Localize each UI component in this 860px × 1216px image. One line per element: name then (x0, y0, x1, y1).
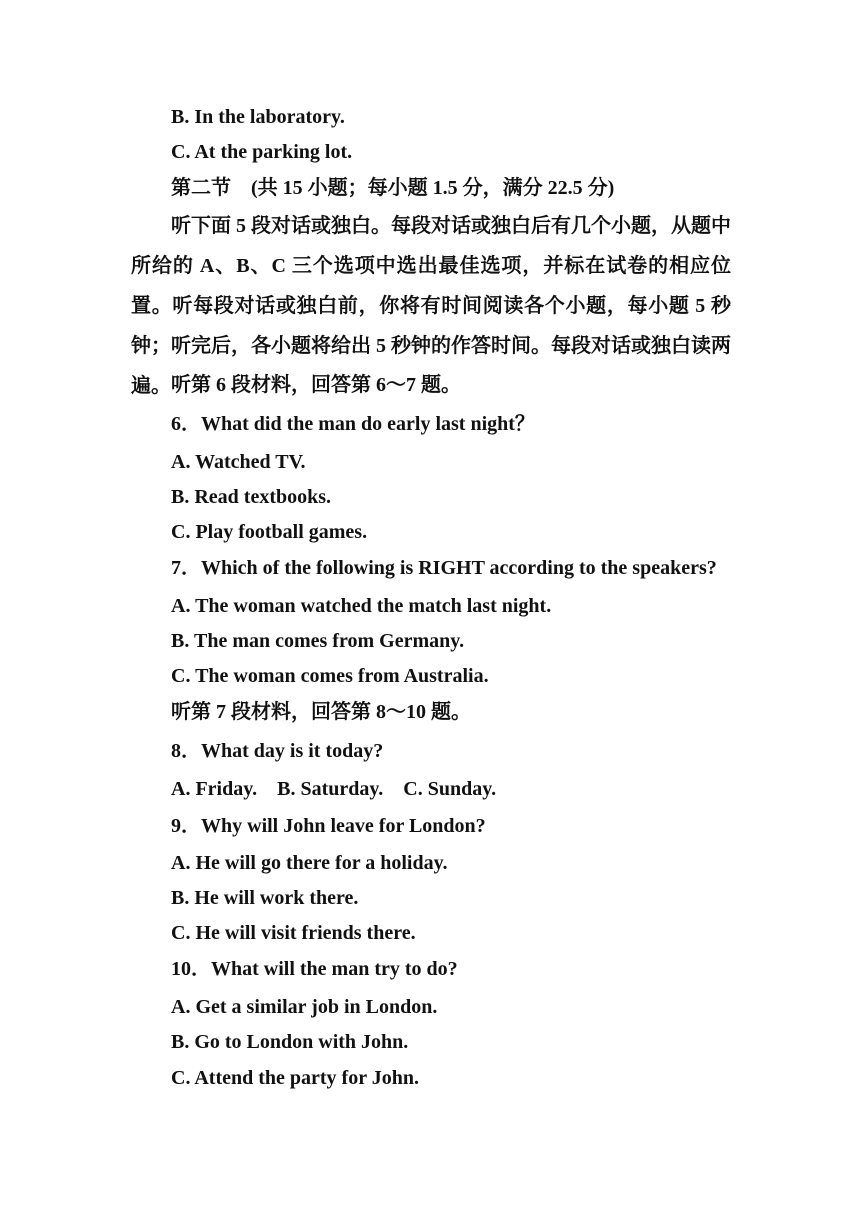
question-7-option-a: A. The woman watched the match last night. (171, 595, 552, 617)
question-10: 10．What will the man try to do? (171, 958, 458, 980)
question-9: 9．Why will John leave for London? (171, 815, 486, 837)
question-8-options (171, 776, 496, 802)
question-10-option-b: B. Go to London with John. (171, 1031, 409, 1053)
question-8-option-c: C. Sunday. (403, 778, 497, 800)
question-10-option-a: A. Get a similar job in London. (171, 996, 438, 1018)
prev-option-b: B. In the laboratory. (171, 106, 345, 128)
passage-6-header: 听第 6 段材料，回答第 6～7 题。 (171, 374, 461, 396)
passage-7-header: 听第 7 段材料，回答第 8～10 题。 (171, 701, 471, 723)
question-6-option-c: C. Play football games. (171, 521, 368, 543)
question-10-option-c: C. Attend the party for John. (171, 1067, 419, 1089)
question-9-option-b: B. He will work there. (171, 887, 359, 909)
question-7-option-b: B. The man comes from Germany. (171, 630, 465, 652)
section-detail: (共 15 小题；每小题 1.5 分，满分 22.5 分) (251, 177, 615, 199)
section-instructions: 听下面 5 段对话或独白。每段对话或独白后有几个小题，从题中所给的 A、B、C 三个选项中选出最佳选项，并标在试卷的相应位置。听每段对话或独白前，你将有时间阅读各个小题，每小题 5 秒钟；听完后，各小题将给出 5 秒钟的作答时间。每段对话或独白读两遍。 (131, 215, 731, 397)
question-8-option-b: B. Saturday. (277, 778, 384, 800)
question-7: 7．Which of the following is RIGHT according to the speakers? (171, 557, 717, 579)
question-9-option-a: A. He will go there for a holiday. (171, 852, 448, 874)
section-heading (171, 175, 614, 201)
question-9-option-c: C. He will visit friends there. (171, 922, 416, 944)
question-8-option-a: A. Friday. (171, 778, 258, 800)
question-6-option-a: A. Watched TV. (171, 451, 306, 473)
prev-option-c: C. At the parking lot. (171, 141, 353, 163)
question-7-option-c: C. The woman comes from Australia. (171, 665, 489, 687)
question-6: 6．What did the man do early last night？ (171, 413, 535, 435)
question-8: 8．What day is it today? (171, 740, 384, 762)
section-title: 第二节 (171, 177, 231, 199)
question-6-option-b: B. Read textbooks. (171, 486, 332, 508)
